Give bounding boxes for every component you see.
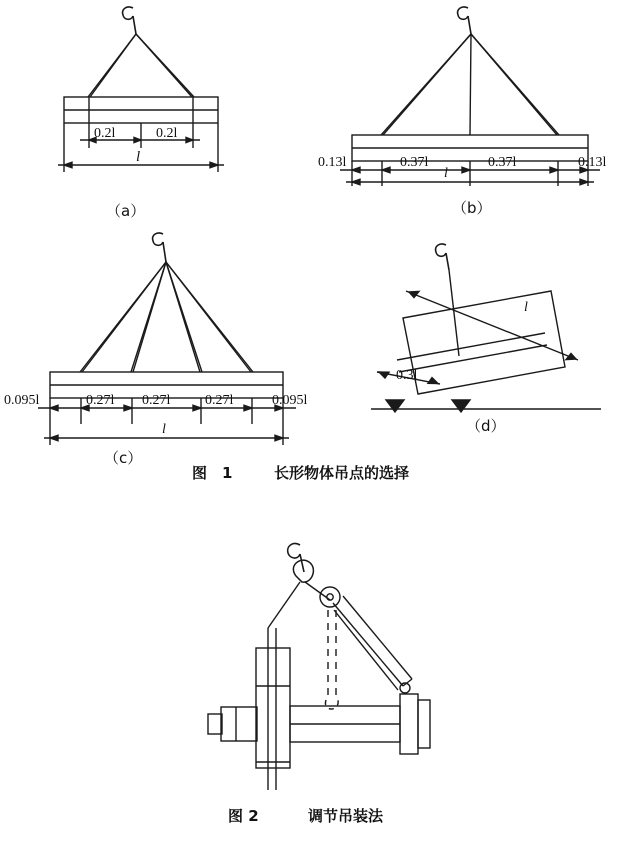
dim-c-overhang-right: 0.095l: [272, 393, 308, 408]
figure2-caption-text: 调节吊装法: [308, 807, 384, 825]
dim-a-left: 0.2l: [94, 126, 116, 141]
figure2-caption-number: 图 2: [228, 807, 259, 825]
dim-d-total: l: [524, 300, 528, 315]
panel-c-drawing: [38, 233, 296, 445]
dim-c-total: l: [162, 422, 166, 437]
dim-b-left: 0.37l: [400, 155, 429, 170]
dim-b-overhang-left: 0.13l: [318, 155, 347, 170]
panel-d-drawing: [371, 244, 601, 412]
dim-c-overhang-left: 0.095l: [4, 393, 40, 408]
panel-label-d: （d）: [466, 417, 506, 435]
figure1-caption-text: 长形物体吊点的选择: [274, 464, 410, 482]
dim-a-total: l: [136, 149, 141, 165]
dim-a-right: 0.2l: [156, 126, 178, 141]
dim-b-overhang-right: 0.13l: [578, 155, 607, 170]
panel-label-a: （a）: [106, 202, 146, 220]
dim-c-2: 0.27l: [142, 393, 171, 408]
dim-c-1: 0.27l: [86, 393, 115, 408]
dim-b-total: l: [444, 166, 448, 181]
dim-b-right: 0.37l: [488, 155, 517, 170]
dim-d-1: 0.3l: [396, 368, 418, 383]
panel-a-drawing: [58, 7, 224, 172]
panel-label-c: （c）: [104, 449, 143, 467]
figure2-drawing: [208, 544, 430, 790]
figure1-caption-number: 图 1: [192, 464, 233, 482]
panel-label-b: （b）: [452, 199, 492, 217]
dim-c-3: 0.27l: [205, 393, 234, 408]
panel-b-drawing: [340, 7, 600, 186]
